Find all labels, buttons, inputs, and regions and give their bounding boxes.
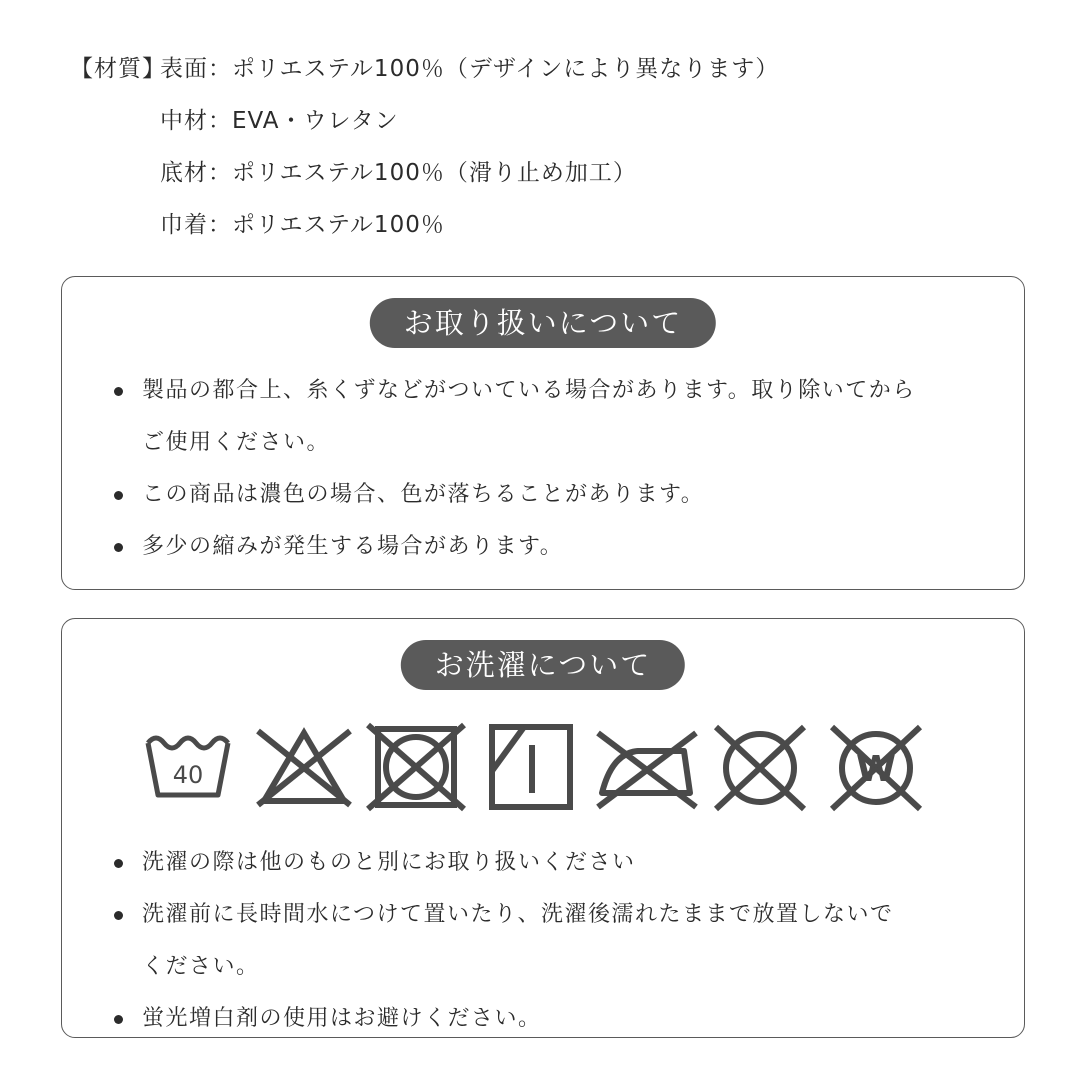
material-row xyxy=(70,152,779,204)
list-item: 洗濯前に長時間水につけて置いたり、洗濯後濡れたままで放置しないで xyxy=(112,889,994,941)
list-item-continuation: ください。 xyxy=(142,954,260,979)
list-item: 多少の縮みが発生する場合があります。 xyxy=(112,521,994,573)
no-iron-icon xyxy=(594,721,700,817)
no-tumble-dry-icon xyxy=(366,721,466,817)
material-row xyxy=(70,48,779,100)
list-item: 蛍光増白剤の使用はお避けください。 xyxy=(112,993,994,1045)
no-bleach-icon xyxy=(254,721,354,817)
wet-clean-letter: W xyxy=(856,749,896,790)
materials-section xyxy=(70,48,779,256)
list-item: 製品の都合上、糸くずなどがついている場合があります。取り除いてから xyxy=(112,365,994,417)
material-pouch: 巾着：ポリエステル100％ xyxy=(160,212,445,238)
washing-title: お洗濯について xyxy=(401,640,685,690)
handling-title: お取り扱いについて xyxy=(370,298,716,348)
materials-heading: 【材質】 xyxy=(70,56,166,82)
washing-list xyxy=(112,837,994,1045)
material-row xyxy=(70,204,779,256)
handling-list xyxy=(112,365,994,573)
handling-box xyxy=(61,276,1025,590)
no-dry-clean-icon xyxy=(710,721,810,817)
list-item: 洗濯の際は他のものと別にお取り扱いください xyxy=(112,837,994,889)
material-surface: 表面：ポリエステル100％（デザインにより異なります） xyxy=(160,56,780,82)
drip-dry-icon xyxy=(486,721,576,817)
material-sole: 底材：ポリエステル100％（滑り止め加工） xyxy=(160,160,637,186)
no-wet-clean-icon xyxy=(826,721,926,817)
material-core: 中材：EVA・ウレタン xyxy=(160,108,399,134)
list-item-continuation: ご使用ください。 xyxy=(142,430,331,455)
care-icons-row xyxy=(142,721,942,817)
material-row xyxy=(70,100,779,152)
washing-box xyxy=(61,618,1025,1038)
list-item: この商品は濃色の場合、色が落ちることがあります。 xyxy=(112,469,994,521)
wash-temperature-label: 40 xyxy=(172,761,204,789)
wash-40-icon xyxy=(142,721,234,817)
